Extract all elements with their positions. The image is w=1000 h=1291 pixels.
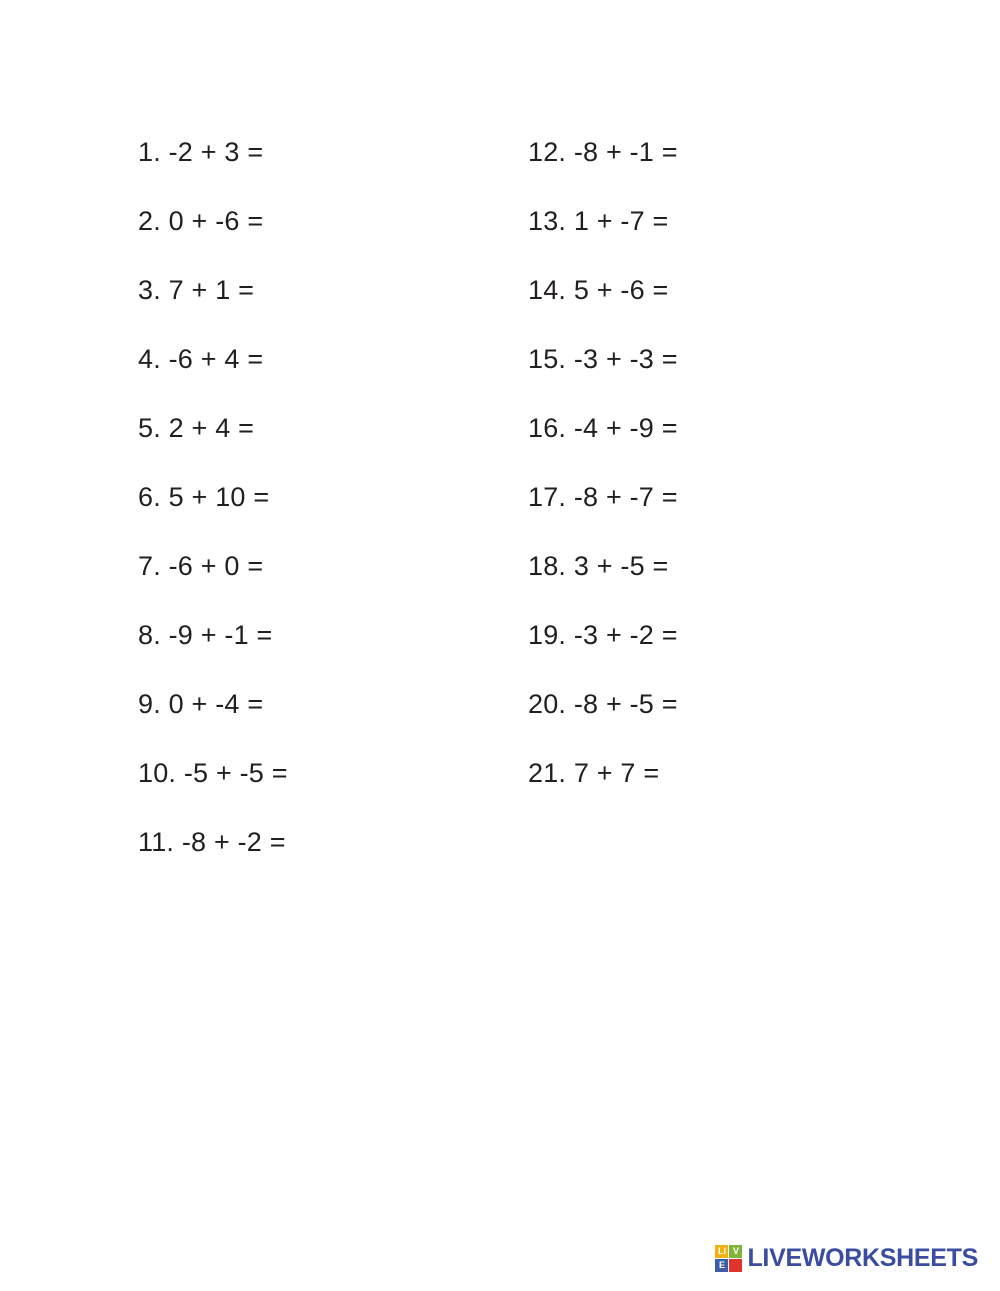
problem-item: 5. 2 + 4 =: [138, 413, 255, 443]
problem-item: 2. 0 + -6 =: [138, 206, 264, 236]
problem-columns: [138, 118, 938, 877]
problem-item: 12. -8 + -1 =: [528, 137, 678, 167]
problem-item: 14. 5 + -6 =: [528, 275, 669, 305]
problem-item: 15. -3 + -3 =: [528, 344, 678, 374]
problem-item: 13. 1 + -7 =: [528, 206, 669, 236]
problem-item: 3. 7 + 1 =: [138, 275, 255, 305]
problem-item: 17. -8 + -7 =: [528, 482, 678, 512]
liveworksheets-logo: [715, 1244, 978, 1273]
problem-item: 19. -3 + -2 =: [528, 620, 678, 650]
logo-cell-li: LI: [715, 1245, 728, 1258]
left-column: [138, 118, 528, 877]
problem-item: 7. -6 + 0 =: [138, 551, 264, 581]
logo-cell-e: E: [715, 1259, 728, 1272]
problem-item: 9. 0 + -4 =: [138, 689, 264, 719]
problem-item: 4. -6 + 4 =: [138, 344, 264, 374]
problem-item: 6. 5 + 10 =: [138, 482, 270, 512]
problem-item: 20. -8 + -5 =: [528, 689, 678, 719]
problem-item: 8. -9 + -1 =: [138, 620, 273, 650]
right-column: [528, 118, 918, 808]
problem-item: 18. 3 + -5 =: [528, 551, 669, 581]
problem-item: 11. -8 + -2 =: [138, 827, 286, 857]
problem-item: 1. -2 + 3 =: [138, 137, 264, 167]
problem-item: 21. 7 + 7 =: [528, 758, 660, 788]
liveworksheets-logo-icon: [715, 1245, 742, 1272]
logo-cell-blank: [729, 1259, 742, 1272]
logo-wordmark: LIVEWORKSHEETS: [747, 1244, 978, 1272]
problem-item: 16. -4 + -9 =: [528, 413, 678, 443]
logo-cell-v: V: [729, 1245, 742, 1258]
problem-item: 10. -5 + -5 =: [138, 758, 288, 788]
